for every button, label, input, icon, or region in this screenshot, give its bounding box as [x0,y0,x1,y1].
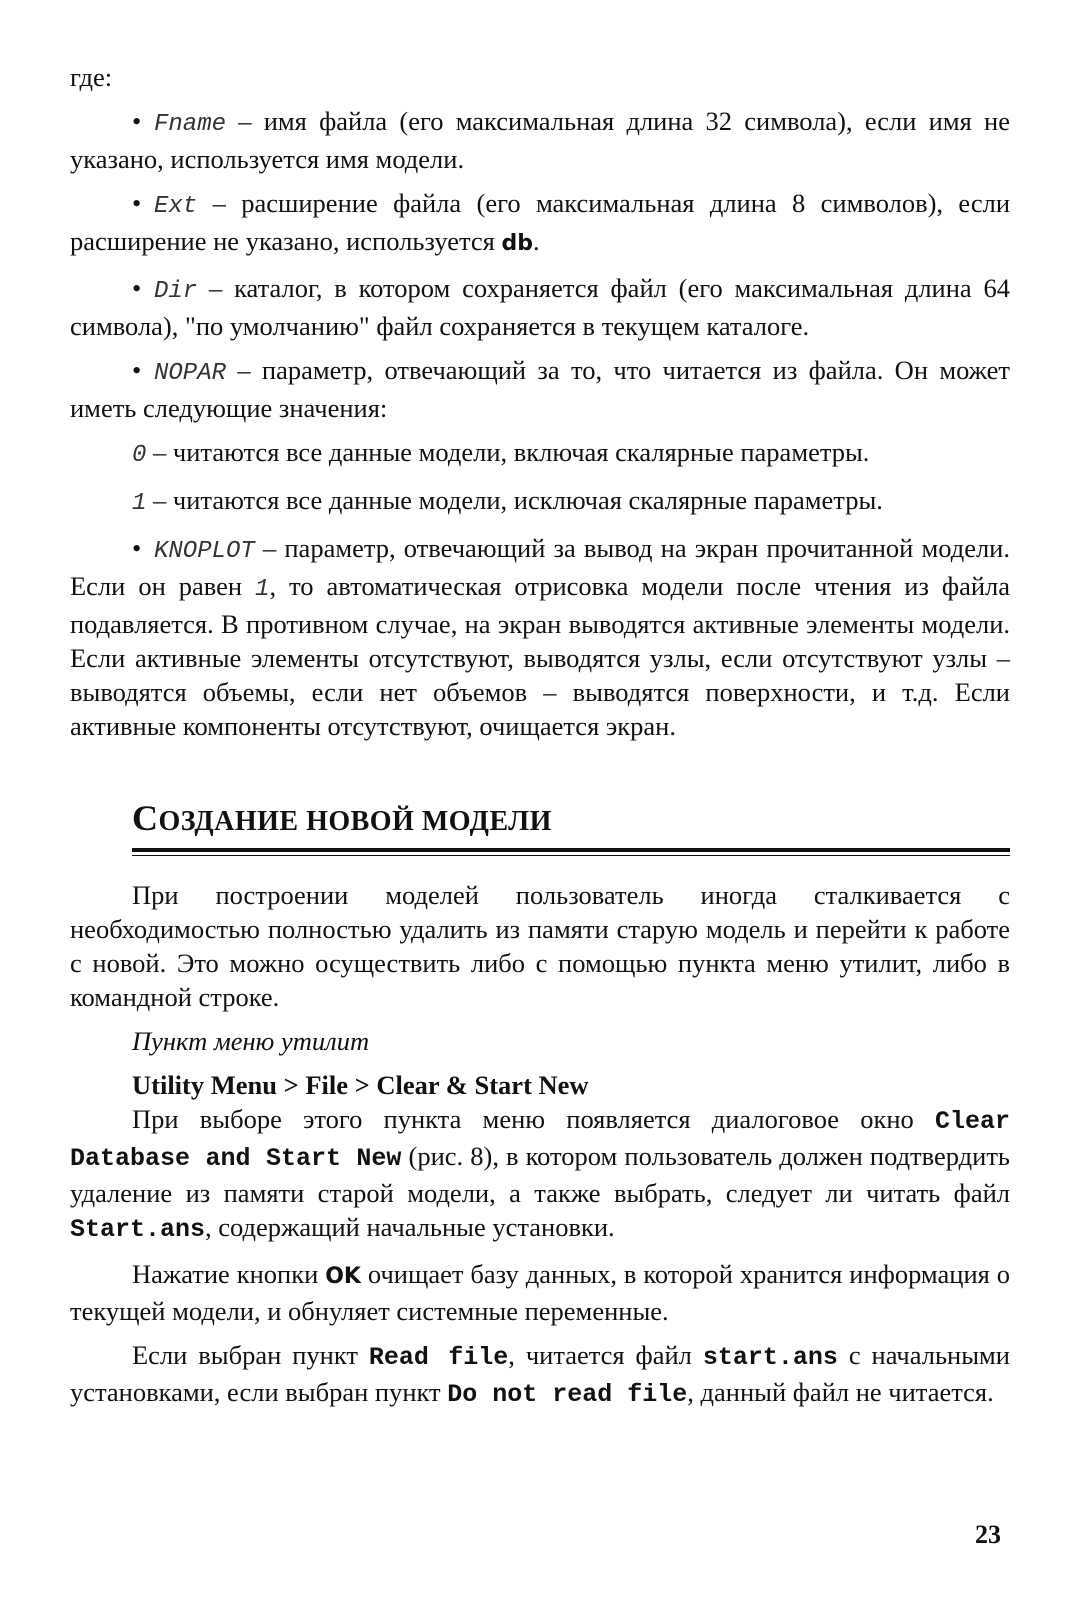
bullet-ext-end: . [532,226,540,256]
nopar-value-0 [70,435,1010,473]
term-ext: Ext [154,193,198,220]
bullet-dir-text: – каталог, в котором сохраняется файл (его максимальная длина 64 символа), "по умолчанию" файл сохраняется в текущем каталоге. [70,273,1010,341]
bullet-knoplot [70,531,1010,743]
document-page [70,60,1010,1412]
heading-rule [132,848,1010,852]
code-one: 1 [255,576,270,603]
section-paragraph-4 [70,1338,1010,1412]
menu-caption: Пункт меню утилит [132,1026,370,1056]
bullet-icon: • [132,355,142,385]
bullet-dir [70,271,1010,343]
do-not-read-option: Do not read file [447,1380,688,1409]
term-fname: Fname [154,111,227,138]
para2-text-mid: (рис. 8), в котором пользователь должен подтвердить удаление из памяти старой модели, а также выбрать, следует ли читать файл [70,1141,1010,1208]
value-text: – читаются все данные модели, исключая скалярные параметры. [146,485,883,515]
bullet-fname [70,104,1010,176]
bullet-nopar [70,353,1010,425]
file-name-start-lower: start.ans [702,1343,838,1372]
bullet-ext-text: – расширение файла (его максимальная длина 8 символов), если расширение не указано, используется [70,188,1010,256]
section-heading-block [132,798,1010,856]
heading-rest: ОЗДАНИЕ НОВОЙ МОДЕЛИ [158,806,552,837]
para4-text-c: с начальными установками, если выбран пункт [70,1340,1010,1407]
heading-rule-thin [132,855,1010,856]
section-paragraph-3 [70,1257,1010,1328]
page-number: 23 [975,1520,1001,1549]
heading-initial: С [132,798,159,838]
value-code: 1 [132,490,147,517]
para3-text: Нажатие кнопки [132,1259,326,1289]
bullet-icon: • [132,273,142,303]
section-paragraph-1: При построении моделей пользователь иногда сталкивается с необходимостью полностью удалить из памяти старую модель и перейти к работе с новой. Это можно осуществить либо с помощью пункта меню утилит, либо в командной строке. [70,880,1010,1012]
section-heading [132,798,1010,842]
ok-label: OK [325,1264,361,1289]
para4-text-d: , данный файл не читается. [687,1377,994,1407]
bullet-ext [70,186,1010,261]
bullet-knoplot-text: – параметр, отвечающий за вывод на экран прочитанной модели. Если он равен [70,533,1010,601]
bullet-fname-text: – имя файла (его максимальная длина 32 символа), если имя не указано, используется имя модели. [70,106,1010,174]
bullet-icon: • [132,106,142,136]
term-dir: Dir [154,278,198,305]
value-text: – читаются все данные модели, включая скалярные параметры. [146,437,870,467]
para2-text: При выборе этого пункта меню появляется диалоговое окно [132,1104,935,1134]
read-file-option: Read file [368,1343,509,1372]
bullet-knoplot-text-end: , то автоматическая отрисовка модели после чтения из файла подавляется. В противном случае, на экран выводятся активные элементы модели. Если активные элементы отсутствуют, выводятся узлы, если отсутствуют узлы – выводятся объемы, если нет объемов – выводятся поверхности, и т.д. Если активные компоненты отсутствуют, очищается экран. [70,571,1010,741]
para2-text-end: , содержащий начальные установки. [205,1212,615,1242]
menu-path: Utility Menu > File > Clear & Start New [132,1070,589,1100]
dialog-name: Clear Database and Start New [70,1107,1010,1173]
para4-text-b: , читается файл [508,1340,703,1370]
bullet-icon: • [132,533,142,563]
term-nopar: NOPAR [154,360,227,387]
para4-text: Если выбран пункт [132,1340,369,1370]
term-knoplot: KNOPLOT [154,538,255,565]
section-paragraph-2 [70,1102,1010,1247]
intro-text: где: [70,62,113,92]
value-code: 0 [132,442,147,469]
bullet-nopar-text: – параметр, отвечающий за то, что читается из файла. Он может иметь следующие значения: [70,355,1010,423]
file-name-start: Start.ans [70,1215,206,1244]
code-db: db [501,231,533,256]
para3-text-end: очищает базу данных, в которой хранится информация о текущей модели, и обнуляет системные переменные. [70,1259,1010,1326]
nopar-value-1 [70,483,1010,521]
bullet-icon: • [132,188,142,218]
